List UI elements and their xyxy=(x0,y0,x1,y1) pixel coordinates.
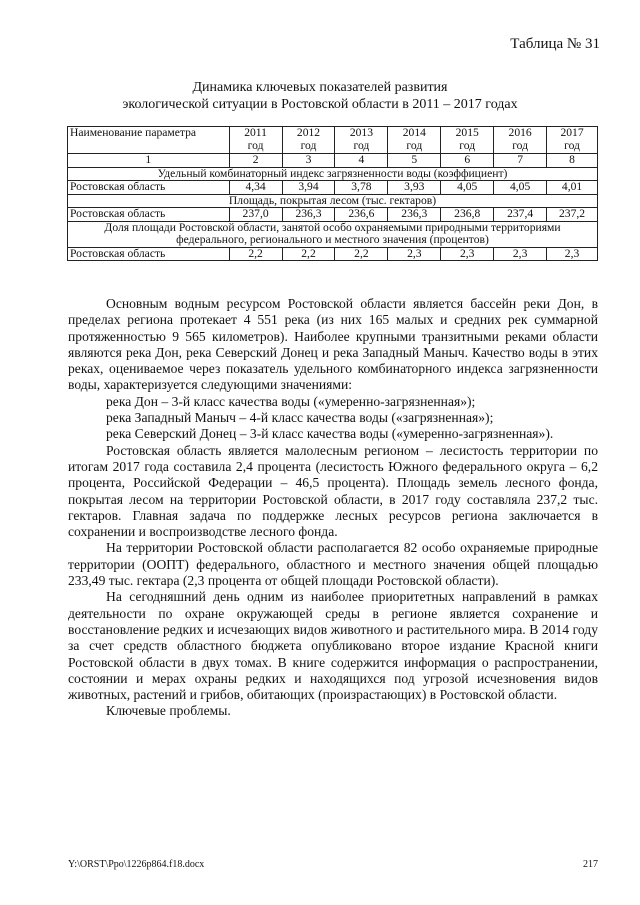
value-cell: 237,4 xyxy=(494,208,547,222)
year-header-cell xyxy=(441,127,494,154)
value-cell: 2,2 xyxy=(335,247,388,261)
paragraph-water-resources: Основным водным ресурсом Ростовской области является бассейн реки Дон, в пределах региона протекает 4 551 река (из них 165 малых и средних рек суммарной протяженностью 9 565 километров). Наиболее крупными транзитными реками области являются река Дон, река Северский Донец и река Западный Маныч. Качество воды в этих реках, оцениваемое через показатель удельного комбинаторного индекса загрязненности воды, характеризуется следующими значениями: xyxy=(68,296,598,393)
value-cell: 4,05 xyxy=(494,181,547,195)
column-number-cell: 6 xyxy=(441,154,494,168)
value-cell: 237,2 xyxy=(547,208,598,222)
year-header-cell xyxy=(229,127,282,154)
paragraph-key-problems: Ключевые проблемы. xyxy=(106,703,231,719)
value-cell: 2,3 xyxy=(388,247,441,261)
value-cell: 3,94 xyxy=(282,181,335,195)
year-label: 2013 xyxy=(349,126,373,139)
value-cell: 236,6 xyxy=(335,208,388,222)
value-cell: 3,93 xyxy=(388,181,441,195)
value-cell: 4,34 xyxy=(229,181,282,195)
year-label: 2017 xyxy=(560,126,584,139)
year-header-cell xyxy=(547,127,598,154)
year-suffix: год xyxy=(353,138,370,152)
list-item-west-manych: река Западный Маныч – 4-й класс качества воды («загрязненная»); xyxy=(106,410,494,426)
column-number-cell: 8 xyxy=(547,154,598,168)
param-header-cell: Наименование параметра xyxy=(68,127,230,154)
year-header-cell xyxy=(335,127,388,154)
value-cell: 2,2 xyxy=(229,247,282,261)
table-title-line-2: экологической ситуации в Ростовской области в 2011 – 2017 годах xyxy=(122,97,518,112)
table-header-row xyxy=(68,127,598,154)
list-item-seversky-donets: река Северский Донец – 3-й класс качества воды («умеренно-загрязненная»). xyxy=(106,426,554,442)
table-row xyxy=(68,181,598,195)
column-number-cell: 7 xyxy=(494,154,547,168)
column-number-cell: 4 xyxy=(335,154,388,168)
file-path: Y:\ORST\Ppo\1226p864.f18.docx xyxy=(68,859,205,870)
value-cell: 237,0 xyxy=(229,208,282,222)
value-cell: 2,2 xyxy=(282,247,335,261)
value-cell: 2,3 xyxy=(494,247,547,261)
year-label: 2014 xyxy=(402,126,426,139)
section-title-row xyxy=(68,167,598,181)
year-suffix: год xyxy=(406,138,423,152)
column-number-row xyxy=(68,154,598,168)
year-label: 2015 xyxy=(455,126,479,139)
section-title-forest-area: Площадь, покрытая лесом (тыс. гектаров) xyxy=(68,194,598,208)
year-label: 2011 xyxy=(244,126,267,139)
year-suffix: год xyxy=(564,138,580,152)
value-cell: 4,05 xyxy=(441,181,494,195)
value-cell: 3,78 xyxy=(335,181,388,195)
value-cell: 236,8 xyxy=(441,208,494,222)
year-label: 2012 xyxy=(296,126,321,139)
value-cell: 4,01 xyxy=(547,181,598,195)
row-label: Ростовская область xyxy=(68,208,230,222)
value-cell: 2,3 xyxy=(441,247,494,261)
year-header-cell xyxy=(388,127,441,154)
list-item-don: река Дон – 3-й класс качества воды («умеренно-загрязненная»); xyxy=(106,393,476,409)
value-cell: 236,3 xyxy=(388,208,441,222)
year-suffix: год xyxy=(300,138,317,152)
value-cell: 2,3 xyxy=(547,247,598,261)
table-title xyxy=(0,79,640,113)
page-number: 217 xyxy=(583,859,598,870)
paragraph-protected-areas: На территории Ростовской области располагается 82 особо охраняемые природные территории (ООПТ) федерального, областного и местного значения общей площадью 233,49 тыс. гектара (2,3 процента от общей площади Ростовской области). xyxy=(68,540,598,589)
table-row xyxy=(68,247,598,261)
table-number-label: Таблица № 31 xyxy=(510,36,600,52)
row-label: Ростовская область xyxy=(68,181,230,195)
table-title-line-1: Динамика ключевых показателей развития xyxy=(192,80,448,95)
section-title-row xyxy=(68,194,598,208)
column-number-cell: 5 xyxy=(388,154,441,168)
section-title-row xyxy=(68,221,598,247)
year-suffix: год xyxy=(459,138,476,152)
column-number-cell: 1 xyxy=(68,154,230,168)
year-header-cell xyxy=(282,127,335,154)
section-title-protected-areas: Доля площади Ростовской области, занятой особо охраняемыми природными территориями федерального, регионального и местного значения (процентов) xyxy=(68,221,598,247)
indicators-table xyxy=(67,126,598,261)
year-label: 2016 xyxy=(508,126,532,139)
paragraph-red-book: На сегодняшний день одним из наиболее приоритетных направлений в рамках деятельности по охране окружающей среды в регионе является сохранение и восстановление редких и исчезающих видов животного и растительного мира. В 2014 году за счет средств областного бюджета опубликовано второе издание Красной книги Ростовской области в двух томах. В книге содержится информация о распространении, состоянии и мерах охраны редких и находящихся под угрозой исчезновения видов животных, растений и грибов, обитающих (произрастающих) в Ростовской области. xyxy=(68,589,598,703)
value-cell: 236,3 xyxy=(282,208,335,222)
column-number-cell: 2 xyxy=(229,154,282,168)
section-title-water-index: Удельный комбинаторный индекс загрязненности воды (коэффициент) xyxy=(68,167,598,181)
year-header-cell xyxy=(494,127,547,154)
year-suffix: год xyxy=(247,138,264,152)
body-text xyxy=(68,296,598,720)
row-label: Ростовская область xyxy=(68,247,230,261)
year-suffix: год xyxy=(512,138,529,152)
paragraph-forests: Ростовская область является малолесным регионом – лесистость территории по итогам 2017 года составила 2,4 процента (лесистость Южного федерального округа – 6,2 процента, Российской Федерации – 46,5 процента). Площадь земель лесного фонда, покрытая лесом на территории Ростовской области, в 2017 году составляла 237,2 тыс. гектаров. Главная задача по поддержке лесных ресурсов региона заключается в сохранении и воспроизводстве лесного фонда. xyxy=(68,442,598,540)
column-number-cell: 3 xyxy=(282,154,335,168)
table-row xyxy=(68,208,598,222)
